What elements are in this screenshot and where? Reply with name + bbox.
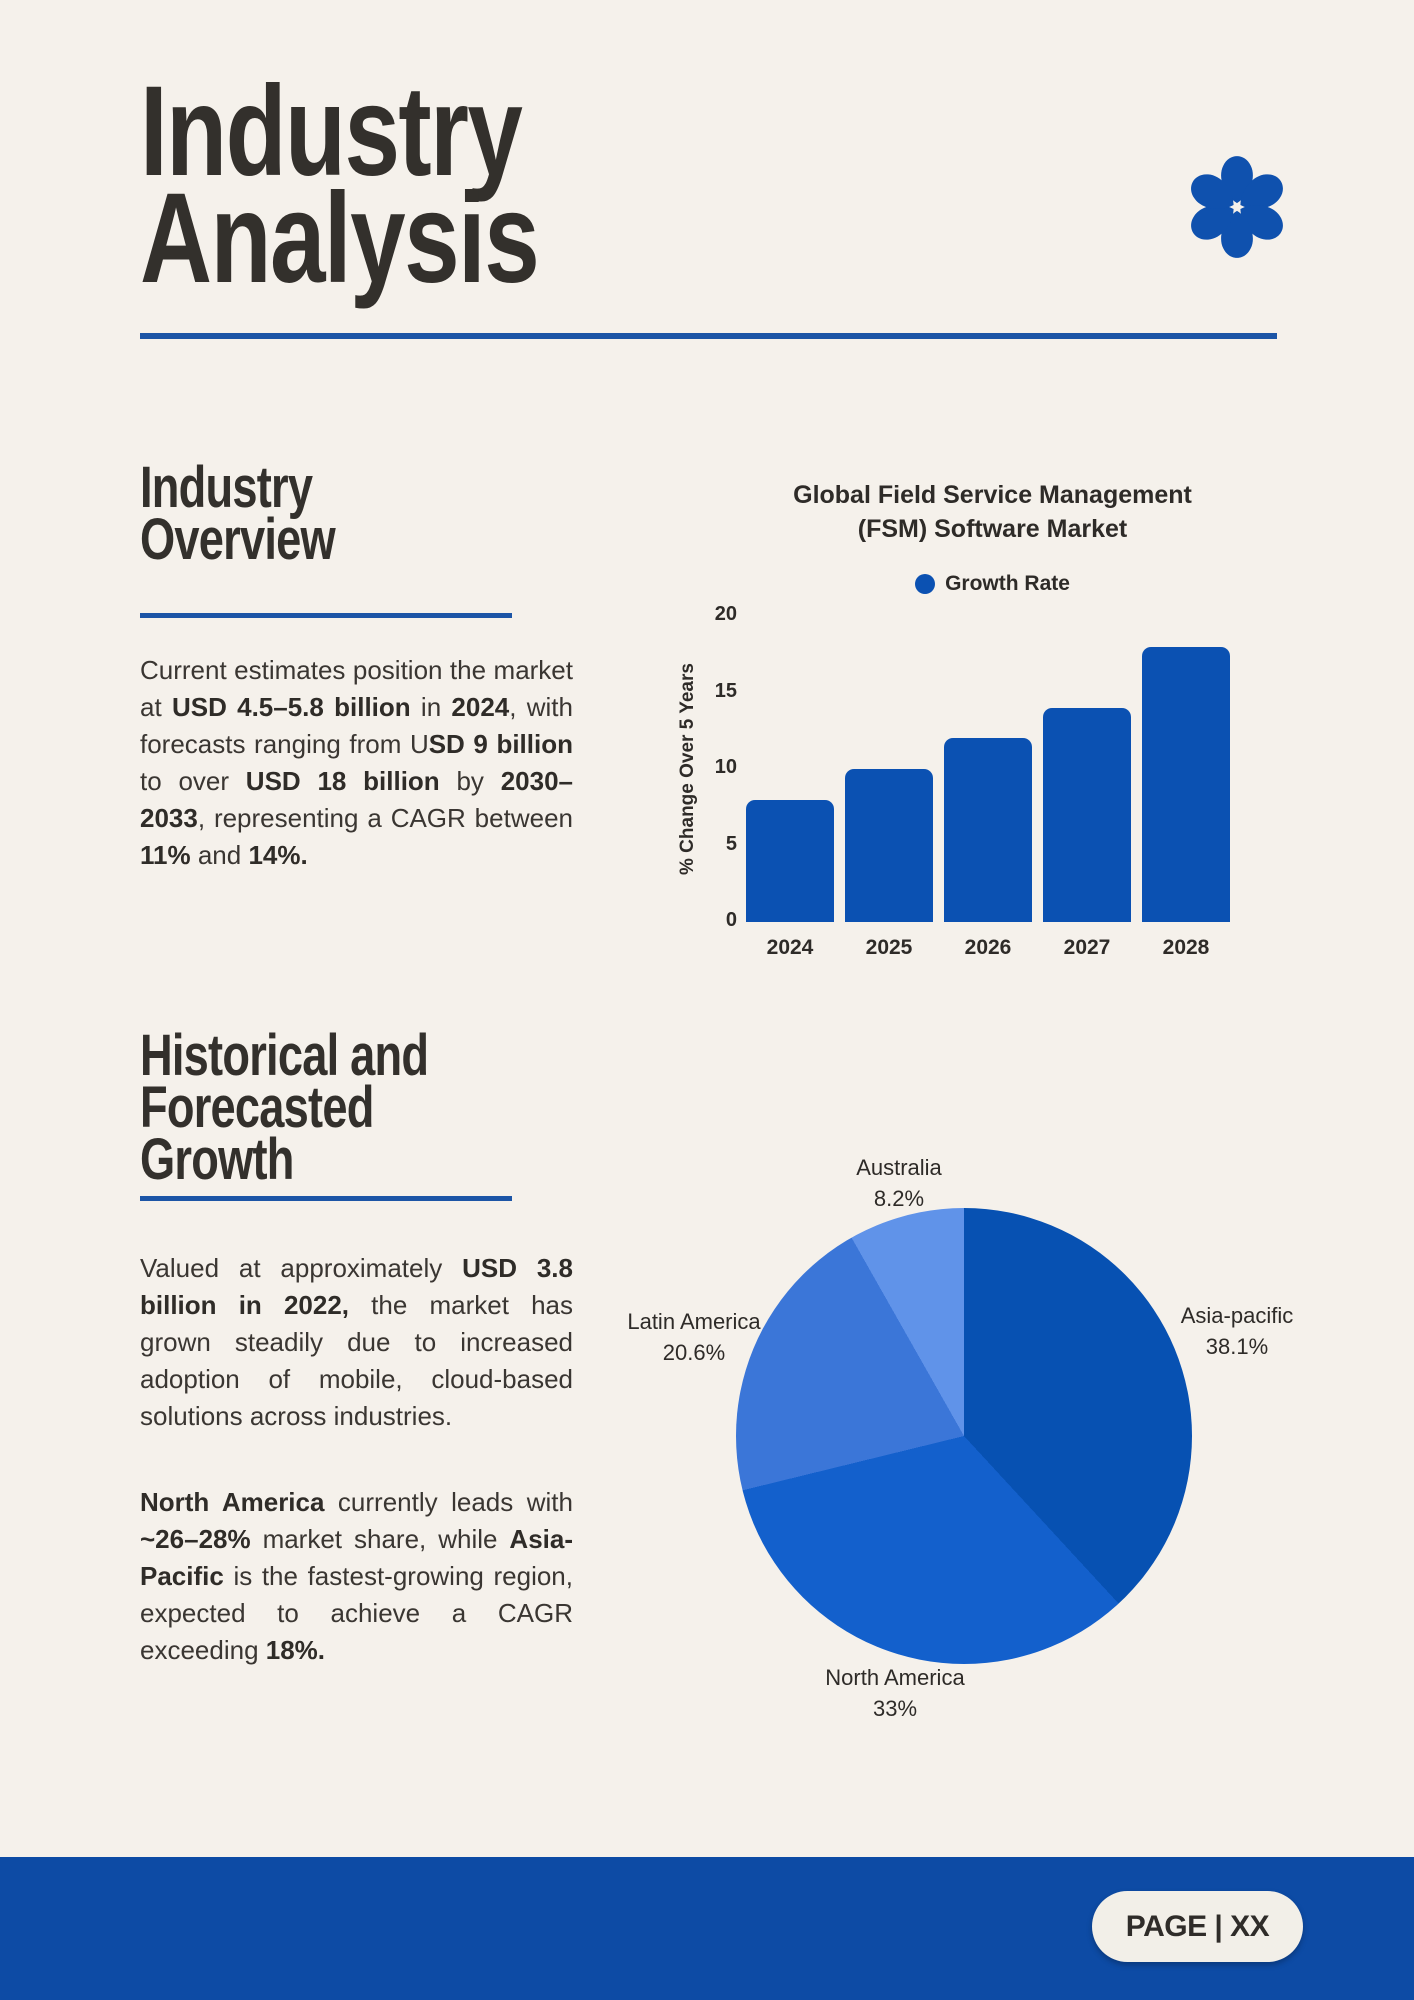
pie-label-asia-pacific-value: 38.1% <box>1205 1334 1269 1359</box>
growth-heading-line1: Historical and <box>140 1023 429 1088</box>
overview-underline <box>140 613 512 618</box>
bar-chart-legend <box>735 572 1250 596</box>
pie-label-north-america <box>785 1662 1005 1724</box>
bar-x-label: 2024 <box>766 936 814 959</box>
bar-y-tick: 0 <box>725 909 737 931</box>
bar-chart-title-line1: Global Field Service Management <box>793 481 1192 509</box>
pie-label-asia-pacific-name: Asia-pacific <box>1180 1303 1294 1328</box>
page-title <box>140 60 651 310</box>
bar-y-tick: 15 <box>714 680 737 702</box>
page-title-line2: Analysis <box>140 167 539 310</box>
page-number-badge <box>1092 1891 1303 1962</box>
pie-label-australia <box>789 1152 1009 1214</box>
overview-heading-line1: Industry <box>140 455 313 520</box>
bar-chart-title <box>735 478 1250 546</box>
overview-paragraph: Current estimates position the market at USD 4.5–5.8 billion in 2024, with forecasts ranging from USD 9 billion to over USD 18 billion by 2030–2033, representing a CAGR between 11% and 14%. <box>140 655 573 870</box>
growth-paragraph-1: Valued at approximately USD 3.8 billion in 2022, the market has grown steadily due to increased adoption of mobile, cloud-based solutions across industries. <box>140 1253 573 1431</box>
growth-paragraph-2: North America currently leads with ~26–28% market share, while Asia-Pacific is the fastest-growing region, expected to achieve a CAGR exceeding 18%. <box>140 1487 573 1665</box>
bar-chart-y-ticks <box>690 603 737 931</box>
pie-label-north-america-name: North America <box>825 1665 965 1690</box>
bar-x-label: 2025 <box>865 936 913 959</box>
bar-y-tick: 5 <box>725 833 737 855</box>
bar-chart-y-axis-title: % Change Over 5 Years <box>677 663 698 875</box>
pie-label-australia-value: 8.2% <box>873 1186 925 1211</box>
pie-label-latin-america <box>584 1306 804 1368</box>
bar-y-tick: 10 <box>714 756 737 778</box>
bar-y-tick: 20 <box>714 603 737 625</box>
pie-label-latin-america-name: Latin America <box>627 1309 761 1334</box>
legend-dot-icon <box>915 574 935 594</box>
pie-label-latin-america-value: 20.6% <box>662 1340 726 1365</box>
page-number-text: PAGE | XX <box>1125 1909 1270 1943</box>
overview-heading-line2: Overview <box>140 507 335 572</box>
overview-heading <box>140 455 390 572</box>
bar-2024 <box>746 800 834 922</box>
bar-2027 <box>1043 708 1131 922</box>
growth-heading-line3: Growth <box>140 1127 294 1192</box>
bar-x-label: 2028 <box>1162 936 1210 959</box>
bar-x-label: 2026 <box>964 936 1012 959</box>
bar-2028 <box>1142 647 1230 922</box>
bar-2026 <box>944 738 1032 922</box>
pie-chart <box>736 1208 1192 1664</box>
growth-heading-line2: Forecasted <box>140 1075 374 1140</box>
bar-2025 <box>845 769 933 922</box>
bar-chart-x-labels <box>746 936 1231 960</box>
growth-heading <box>140 1023 510 1192</box>
bar-chart-bars <box>746 616 1231 922</box>
legend-label: Growth Rate <box>945 572 1070 595</box>
growth-underline <box>140 1196 512 1201</box>
bar-x-label: 2027 <box>1063 936 1111 959</box>
pie-label-australia-name: Australia <box>856 1155 942 1180</box>
flower-asterisk-icon <box>1178 148 1296 266</box>
pie-label-north-america-value: 33% <box>872 1696 918 1721</box>
bar-chart-title-line2: (FSM) Software Market <box>857 515 1128 543</box>
page-title-line1: Industry <box>140 60 522 203</box>
header-divider <box>140 333 1277 339</box>
pie-label-asia-pacific <box>1127 1300 1347 1362</box>
